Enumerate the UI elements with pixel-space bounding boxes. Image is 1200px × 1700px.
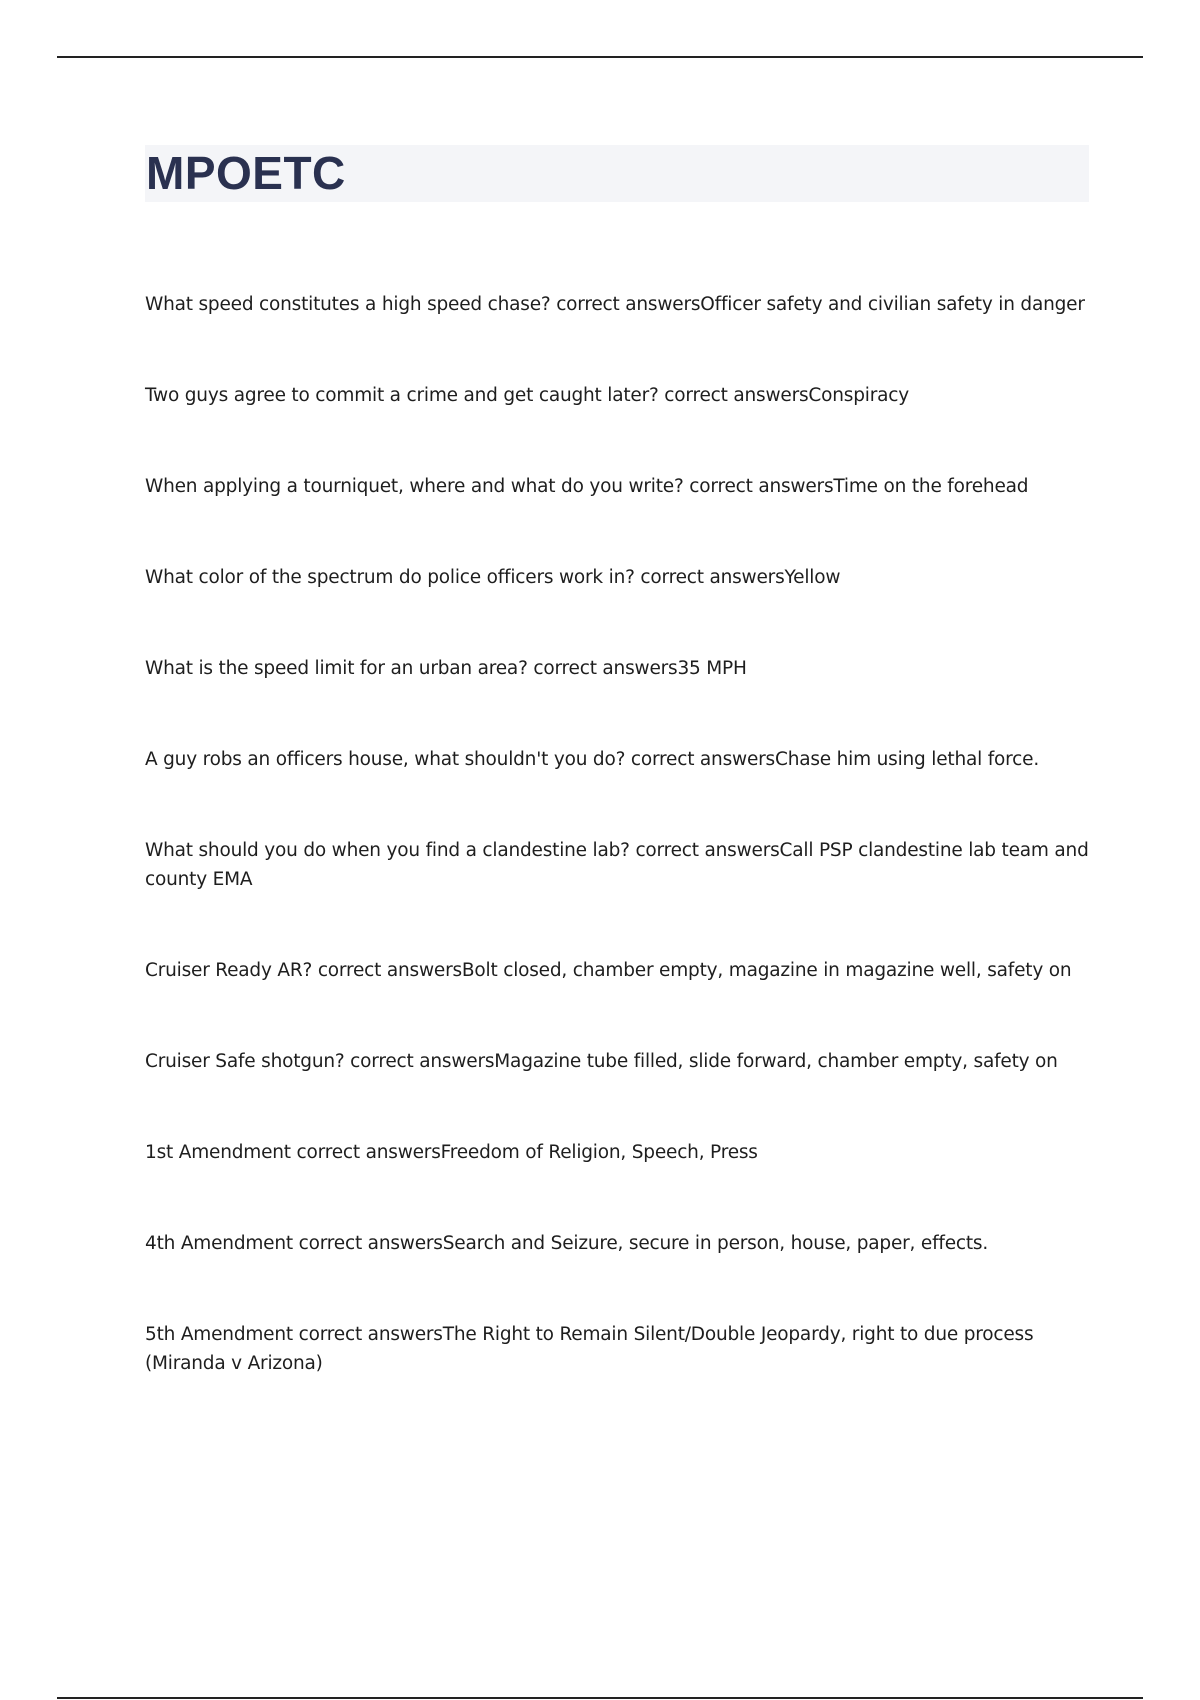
top-divider: [57, 56, 1143, 58]
qa-item: A guy robs an officers house, what shouldn't you do? correct answersChase him using lethal force.: [145, 749, 1040, 770]
document-title: MPOETC: [146, 147, 346, 199]
qa-item: 4th Amendment correct answersSearch and Seizure, secure in person, house, paper, effects.: [145, 1233, 989, 1254]
qa-list: [145, 290, 1095, 1440]
qa-item: Cruiser Ready AR? correct answersBolt closed, chamber empty, magazine in magazine well, safety on: [145, 960, 1072, 981]
qa-item: What color of the spectrum do police officers work in? correct answersYellow: [145, 567, 841, 588]
qa-item: What speed constitutes a high speed chase? correct answersOfficer safety and civilian safety in danger: [145, 294, 1085, 315]
qa-item: 5th Amendment correct answersThe Right to Remain Silent/Double Jeopardy, right to due process (Miranda v Arizona): [145, 1324, 1034, 1374]
qa-item: 1st Amendment correct answersFreedom of Religion, Speech, Press: [145, 1142, 758, 1163]
qa-item: What should you do when you find a clandestine lab? correct answersCall PSP clandestine lab team and county EMA: [145, 840, 1089, 890]
qa-item: When applying a tourniquet, where and what do you write? correct answersTime on the forehead: [145, 476, 1029, 497]
qa-item: What is the speed limit for an urban area? correct answers35 MPH: [145, 658, 747, 679]
qa-item: Two guys agree to commit a crime and get caught later? correct answersConspiracy: [145, 385, 909, 406]
bottom-divider: [57, 1697, 1143, 1699]
qa-item: Cruiser Safe shotgun? correct answersMagazine tube filled, slide forward, chamber empty, safety on: [145, 1051, 1058, 1072]
